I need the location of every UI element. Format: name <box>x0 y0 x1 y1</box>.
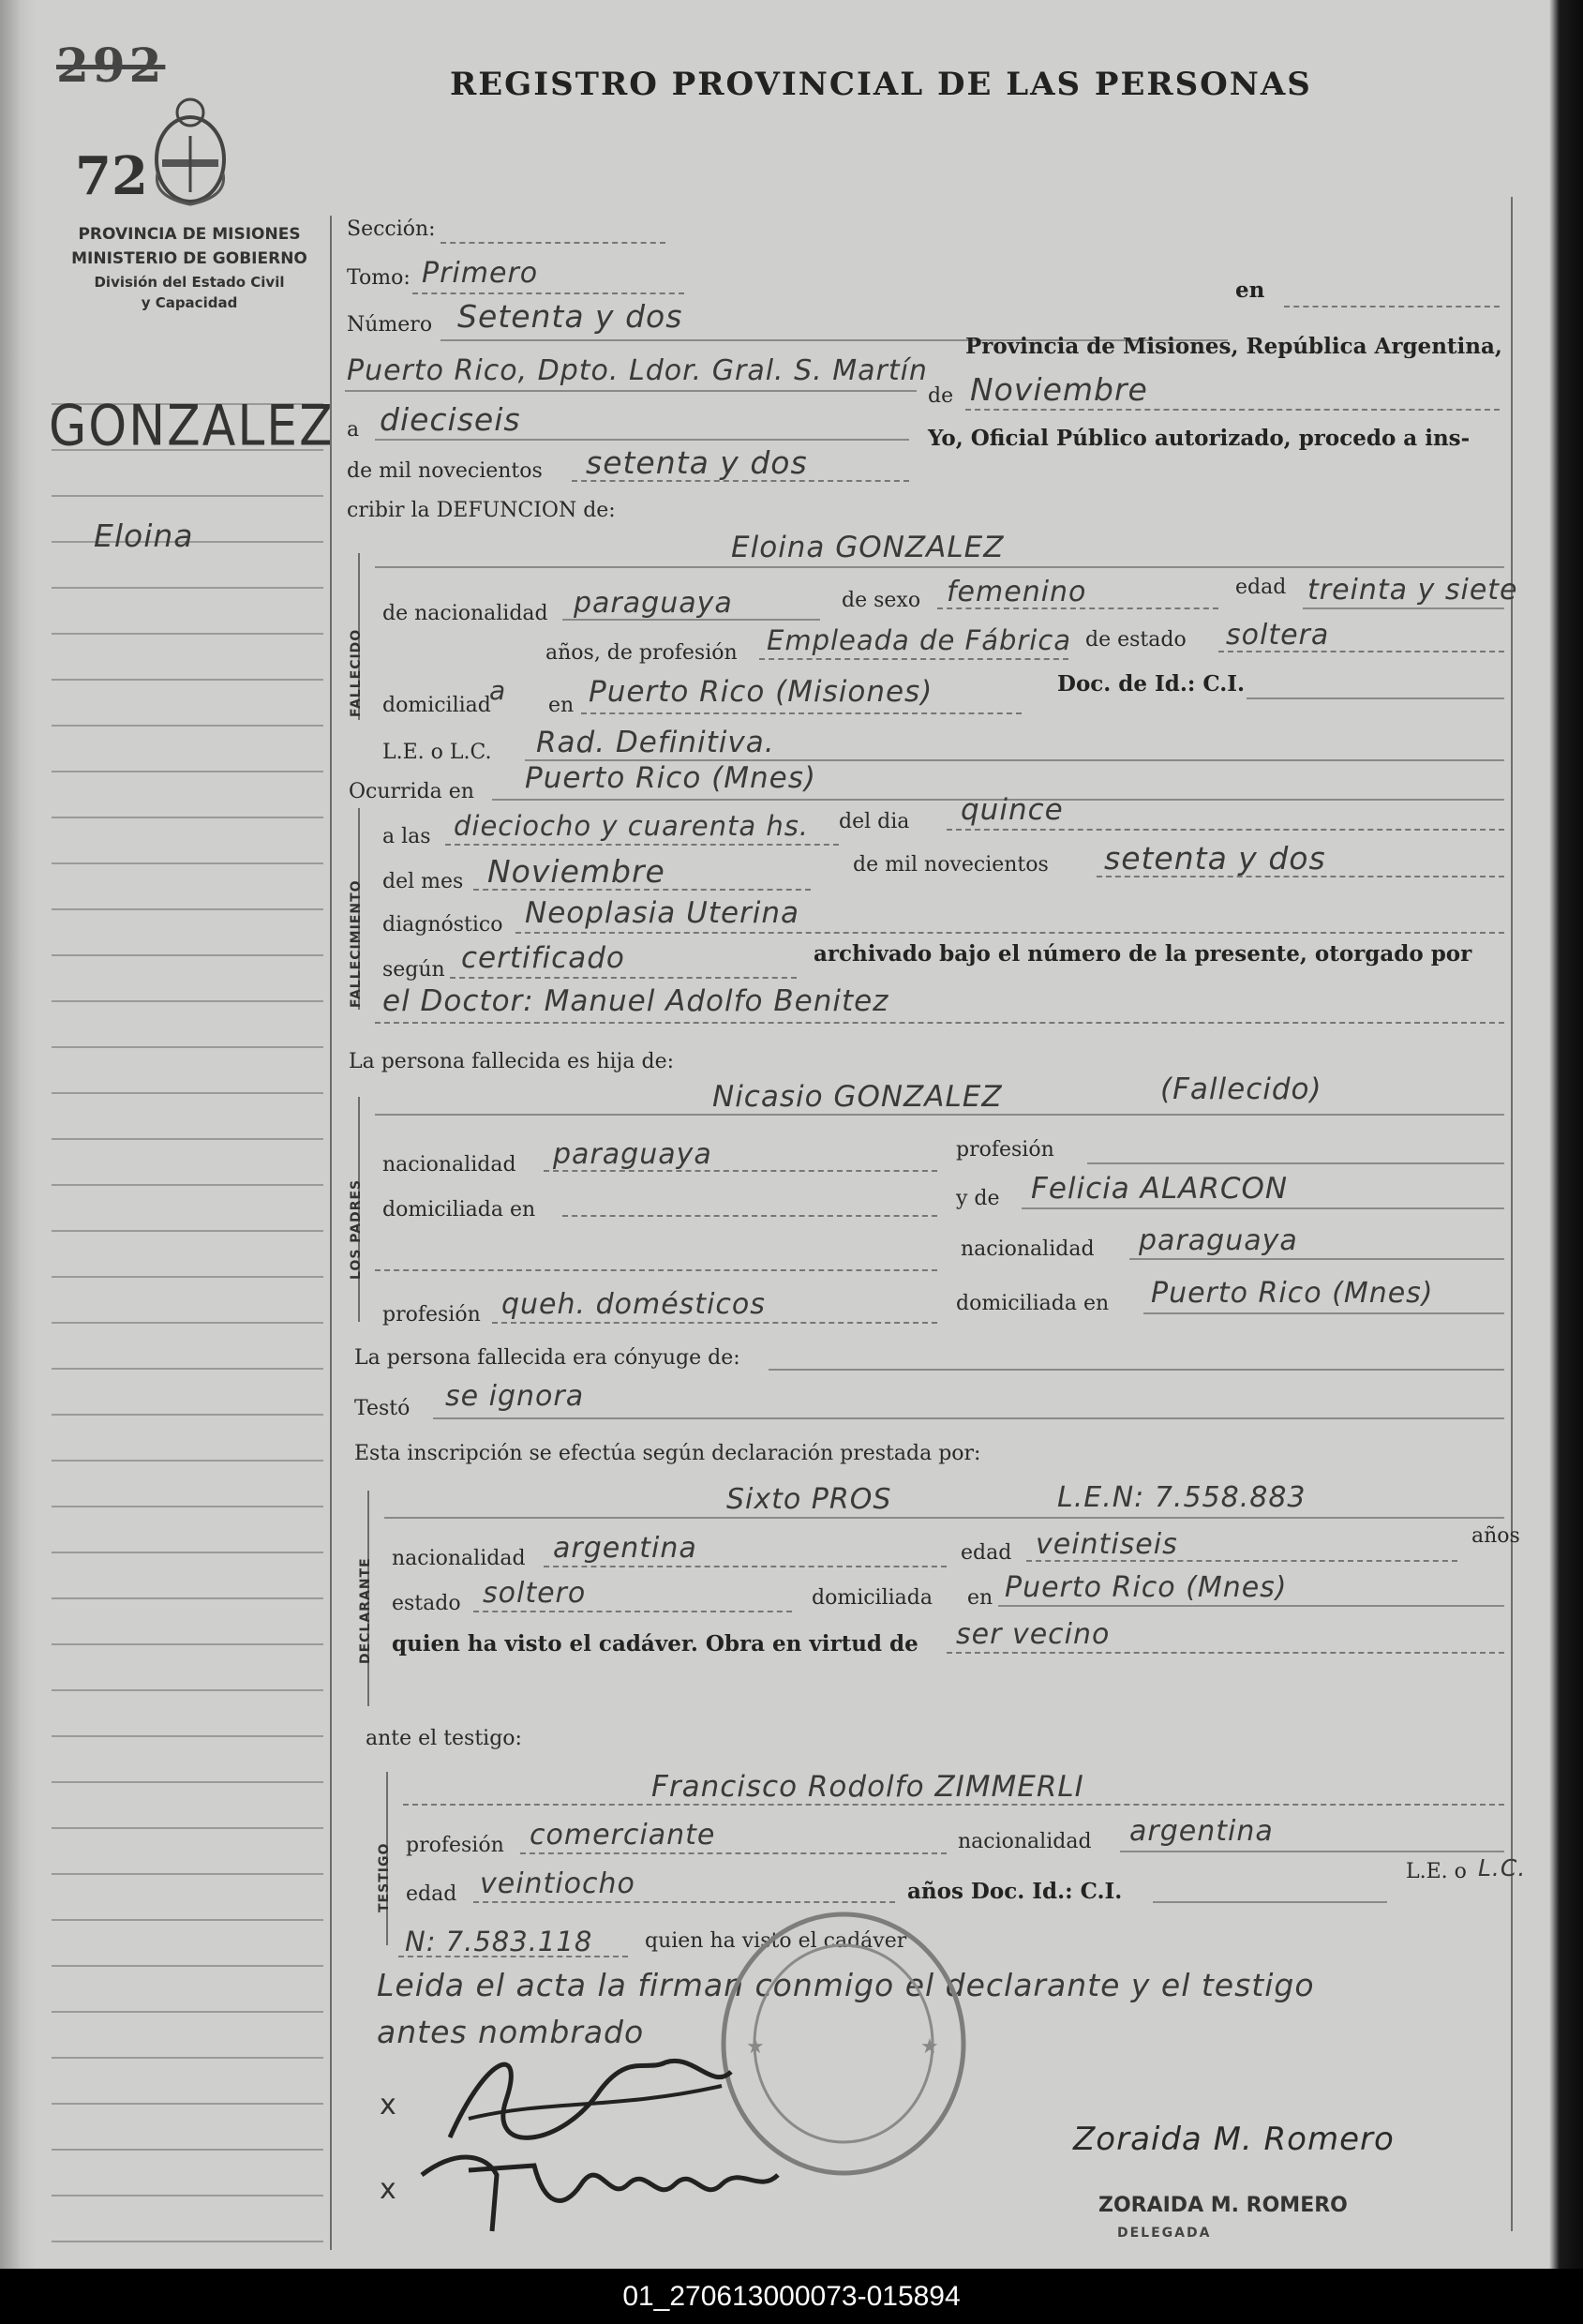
label-de-mil: de mil novecientos <box>347 459 543 483</box>
margin-rule-line <box>52 633 323 635</box>
label-ocurrida-en: Ocurrida en <box>349 780 474 803</box>
margin-rule-line <box>52 1597 323 1599</box>
value-madre-profesion: queh. domésticos <box>501 1288 766 1321</box>
label-diagnostico: diagnóstico <box>382 913 503 937</box>
margin-rule-line <box>52 2011 323 2013</box>
label-en-domicilio: en <box>548 694 575 717</box>
margin-rule-line <box>52 1414 323 1416</box>
label-le-lc: L.E. o L.C. <box>382 741 492 764</box>
margin-rule-line <box>52 1506 323 1507</box>
label-seccion: Sección: <box>347 217 436 241</box>
margin-rule-line <box>52 2103 323 2105</box>
label-de-estado: de estado <box>1085 628 1187 652</box>
value-dia-fall: quince <box>961 793 1064 827</box>
value-madre-nacionalidad: paraguaya <box>1139 1224 1298 1257</box>
value-domicilio: Puerto Rico (Misiones) <box>589 675 933 709</box>
margin-rule-line <box>52 1230 323 1232</box>
value-testigo-doc: N: 7.583.118 <box>405 1926 593 1957</box>
value-anio: setenta y dos <box>586 444 808 481</box>
value-lugar: Puerto Rico, Dpto. Ldor. Gral. S. Martín <box>347 354 928 387</box>
margin-rule-line <box>52 679 323 681</box>
page-title: REGISTRO PROVINCIAL DE LAS PERSONAS <box>450 66 1312 103</box>
official-signature: Zoraida M. Romero <box>1073 2121 1395 2158</box>
label-segun: según <box>382 958 445 982</box>
value-mes-fall: Noviembre <box>487 853 665 890</box>
margin-rule-line <box>52 2057 323 2059</box>
margin-rule-line <box>52 2195 323 2197</box>
margin-rule-line <box>52 1827 323 1829</box>
margin-rule-line <box>52 1276 323 1278</box>
margin-rule-line <box>52 495 323 497</box>
image-id-text: 01_270613000073-015894 <box>622 2281 961 2312</box>
official-name: ZORAIDA M. ROMERO <box>1098 2194 1348 2217</box>
value-declarante-domicilio: Puerto Rico (Mnes) <box>1005 1571 1288 1604</box>
binding-edge <box>0 0 36 2269</box>
label-yo-oficial: Yo, Oficial Público autorizado, procedo a ins- <box>928 426 1471 451</box>
value-le-lc: Rad. Definitiva. <box>536 726 775 759</box>
value-segun: certificado <box>461 941 625 975</box>
value-testigo-nacionalidad: argentina <box>1129 1815 1274 1848</box>
label-hija-de: La persona fallecida es hija de: <box>349 1050 675 1073</box>
margin-surname: GONZALEZ <box>49 394 335 459</box>
margin-rule-line <box>52 1689 323 1691</box>
value-declarante-edad: veintiseis <box>1036 1528 1178 1561</box>
label-testigo-nacionalidad: nacionalidad <box>958 1830 1092 1853</box>
label-cribir: cribir la DEFUNCION de: <box>347 499 616 522</box>
label-declarante-anos: años <box>1471 1524 1520 1548</box>
svg-text:★: ★ <box>746 2035 765 2059</box>
image-id-bar <box>0 2269 1583 2324</box>
value-edad: treinta y siete <box>1307 574 1518 607</box>
record-number: 72 <box>75 145 148 207</box>
label-padre-domiciliada: domiciliada en <box>382 1198 536 1222</box>
value-padre-estado: (Fallecido) <box>1160 1072 1322 1106</box>
label-ante-testigo: ante el testigo: <box>366 1727 522 1750</box>
value-doctor: el Doctor: Manuel Adolfo Benitez <box>382 984 889 1018</box>
label-declarante-en: en <box>967 1586 993 1610</box>
label-del-mes: del mes <box>382 870 464 893</box>
label-conyuge: La persona fallecida era cónyuge de: <box>354 1346 740 1370</box>
label-padre-profesion: profesión <box>956 1138 1054 1162</box>
label-tomo: Tomo: <box>347 266 411 290</box>
agency-block <box>49 225 330 311</box>
value-testigo-edad: veintiocho <box>480 1867 635 1900</box>
value-mes: Noviembre <box>970 371 1148 408</box>
value-estado-civil: soltera <box>1226 619 1330 652</box>
value-ocurrida: Puerto Rico (Mnes) <box>525 761 816 795</box>
coat-of-arms-icon <box>148 94 232 211</box>
label-declarante-domiciliada: domiciliada <box>812 1586 933 1610</box>
label-del-dia: del dia <box>839 810 910 833</box>
signature-mark-testigo: x <box>380 2173 396 2206</box>
label-provincia: Provincia de Misiones, República Argentina, <box>965 334 1502 359</box>
margin-rule-line <box>52 587 323 589</box>
page-edge <box>1549 0 1583 2269</box>
side-label-fallecido: FALLECIDO <box>349 628 364 717</box>
label-visto-cadaver: quien ha visto el cadáver. Obra en virtud de <box>392 1631 918 1657</box>
label-madre-domiciliada: domiciliada en <box>956 1292 1110 1315</box>
value-declarante-doc: L.E.N: 7.558.883 <box>1057 1481 1307 1514</box>
margin-rule-line <box>52 1735 323 1737</box>
margin-rule-line <box>52 1184 323 1186</box>
label-y-de: y de <box>956 1187 1000 1210</box>
margin-rule-line <box>52 2149 323 2151</box>
label-domiciliad: domiciliad <box>382 694 491 717</box>
margin-rule-line <box>52 1046 323 1048</box>
margin-rule-line <box>52 817 323 818</box>
label-de-mil-fall: de mil novecientos <box>853 853 1049 877</box>
margin-rule-line <box>52 2241 323 2242</box>
label-anos-profesion: años, de profesión <box>545 641 738 665</box>
svg-text:★: ★ <box>920 2035 939 2059</box>
old-record-number: 292 <box>56 37 166 93</box>
label-testo: Testó <box>354 1397 411 1420</box>
value-nombre-fallecido: Eloina GONZALEZ <box>731 531 1005 564</box>
margin-rule-line <box>52 1643 323 1645</box>
margin-rule-line <box>52 1873 323 1875</box>
label-de-sexo: de sexo <box>842 589 921 612</box>
signature-mark-declarante: x <box>380 2089 396 2122</box>
value-testigo-profesion: comerciante <box>530 1819 716 1852</box>
value-domiciliad-suffix: a <box>489 675 507 706</box>
value-madre-domicilio: Puerto Rico (Mnes) <box>1151 1277 1434 1310</box>
value-declarante-nombre: Sixto PROS <box>726 1483 892 1516</box>
value-declarante-nacionalidad: argentina <box>553 1532 697 1565</box>
side-label-padres: LOS PADRES <box>349 1178 364 1280</box>
label-testigo-edad: edad <box>406 1882 457 1906</box>
value-cierre-line1: Leida el acta la firman conmigo el declarante y el testigo <box>377 1967 1315 2003</box>
margin-given-name: Eloina <box>94 517 194 554</box>
margin-rule-line <box>52 862 323 864</box>
right-form-border <box>1511 197 1513 2231</box>
label-numero: Número <box>347 313 433 337</box>
value-hora: dieciocho y cuarenta hs. <box>454 810 810 842</box>
label-padre-nacionalidad: nacionalidad <box>382 1153 516 1177</box>
margin-rule-line <box>52 1368 323 1370</box>
value-tomo: Primero <box>422 257 539 290</box>
official-title: DELEGADA <box>1117 2226 1212 2241</box>
signature-testigo <box>403 2119 797 2241</box>
agency-ministry: MINISTERIO DE GOBIERNO <box>71 249 307 268</box>
value-testigo-nombre: Francisco Rodolfo ZIMMERLI <box>651 1770 1084 1804</box>
margin-rule-line <box>52 1919 323 1921</box>
side-label-fallecimiento: FALLECIMIENTO <box>349 879 364 1008</box>
label-de: de <box>928 384 954 408</box>
agency-capacity: y Capacidad <box>141 294 238 311</box>
margin-rule-line <box>52 1092 323 1094</box>
label-testigo-profesion: profesión <box>406 1834 504 1857</box>
value-dia: dieciseis <box>380 401 521 438</box>
margin-rule-line <box>52 771 323 772</box>
agency-province: PROVINCIA DE MISIONES <box>78 225 301 244</box>
side-label-declarante: DECLARANTE <box>358 1557 373 1664</box>
value-nacionalidad: paraguaya <box>574 587 733 620</box>
label-declarante-nacionalidad: nacionalidad <box>392 1547 526 1570</box>
label-madre-profesion: profesión <box>382 1303 481 1327</box>
value-numero: Setenta y dos <box>457 298 683 335</box>
label-en: en <box>1235 277 1265 303</box>
label-doc-id: Doc. de Id.: C.I. <box>1057 671 1246 697</box>
label-a-las: a las <box>382 825 431 848</box>
label-declarante-edad: edad <box>961 1541 1012 1565</box>
label-declarante-estado: estado <box>392 1592 461 1615</box>
margin-rule-line <box>52 954 323 956</box>
margin-rule-line <box>52 725 323 727</box>
label-le-o: L.E. o <box>1406 1860 1467 1883</box>
margin-rule-line <box>52 1552 323 1553</box>
value-madre: Felicia ALARCON <box>1031 1172 1289 1206</box>
value-cierre-line2: antes nombrado <box>377 2014 645 2050</box>
value-testigo-lc: L.C. <box>1478 1854 1527 1882</box>
label-declaracion: Esta inscripción se efectúa según declaración prestada por: <box>354 1442 981 1465</box>
value-sexo: femenino <box>947 576 1087 608</box>
value-padre: Nicasio GONZALEZ <box>712 1080 1003 1114</box>
side-label-testigo: TESTIGO <box>377 1842 392 1912</box>
margin-rule-line <box>52 1000 323 1002</box>
label-madre-nacionalidad: nacionalidad <box>961 1237 1095 1261</box>
label-a: a <box>347 418 360 442</box>
value-anio-fall: setenta y dos <box>1104 840 1326 877</box>
left-form-border <box>330 216 332 2250</box>
label-visto-cadaver-testigo: quien ha visto el cadáver <box>645 1929 907 1953</box>
agency-division: División del Estado Civil <box>94 274 285 291</box>
value-padre-nacionalidad: paraguaya <box>553 1138 712 1171</box>
margin-rule-line <box>52 1138 323 1140</box>
margin-rule-line <box>52 1965 323 1967</box>
value-testo: se ignora <box>445 1380 585 1413</box>
margin-rule-line <box>52 1781 323 1783</box>
label-edad: edad <box>1235 576 1287 599</box>
value-profesion: Empleada de Fábrica <box>767 624 1072 656</box>
margin-rule-line <box>52 1460 323 1462</box>
margin-rule-line <box>52 908 323 910</box>
label-anos-doc: años Doc. Id.: C.I. <box>907 1879 1123 1904</box>
label-de-nacionalidad: de nacionalidad <box>382 602 548 625</box>
margin-rule-line <box>52 1322 323 1324</box>
value-declarante-virtud: ser vecino <box>956 1618 1111 1651</box>
value-declarante-estado: soltero <box>483 1577 587 1610</box>
label-archivado: archivado bajo el número de la presente, otorgado por <box>814 941 1472 967</box>
value-diagnostico: Neoplasia Uterina <box>525 896 800 930</box>
